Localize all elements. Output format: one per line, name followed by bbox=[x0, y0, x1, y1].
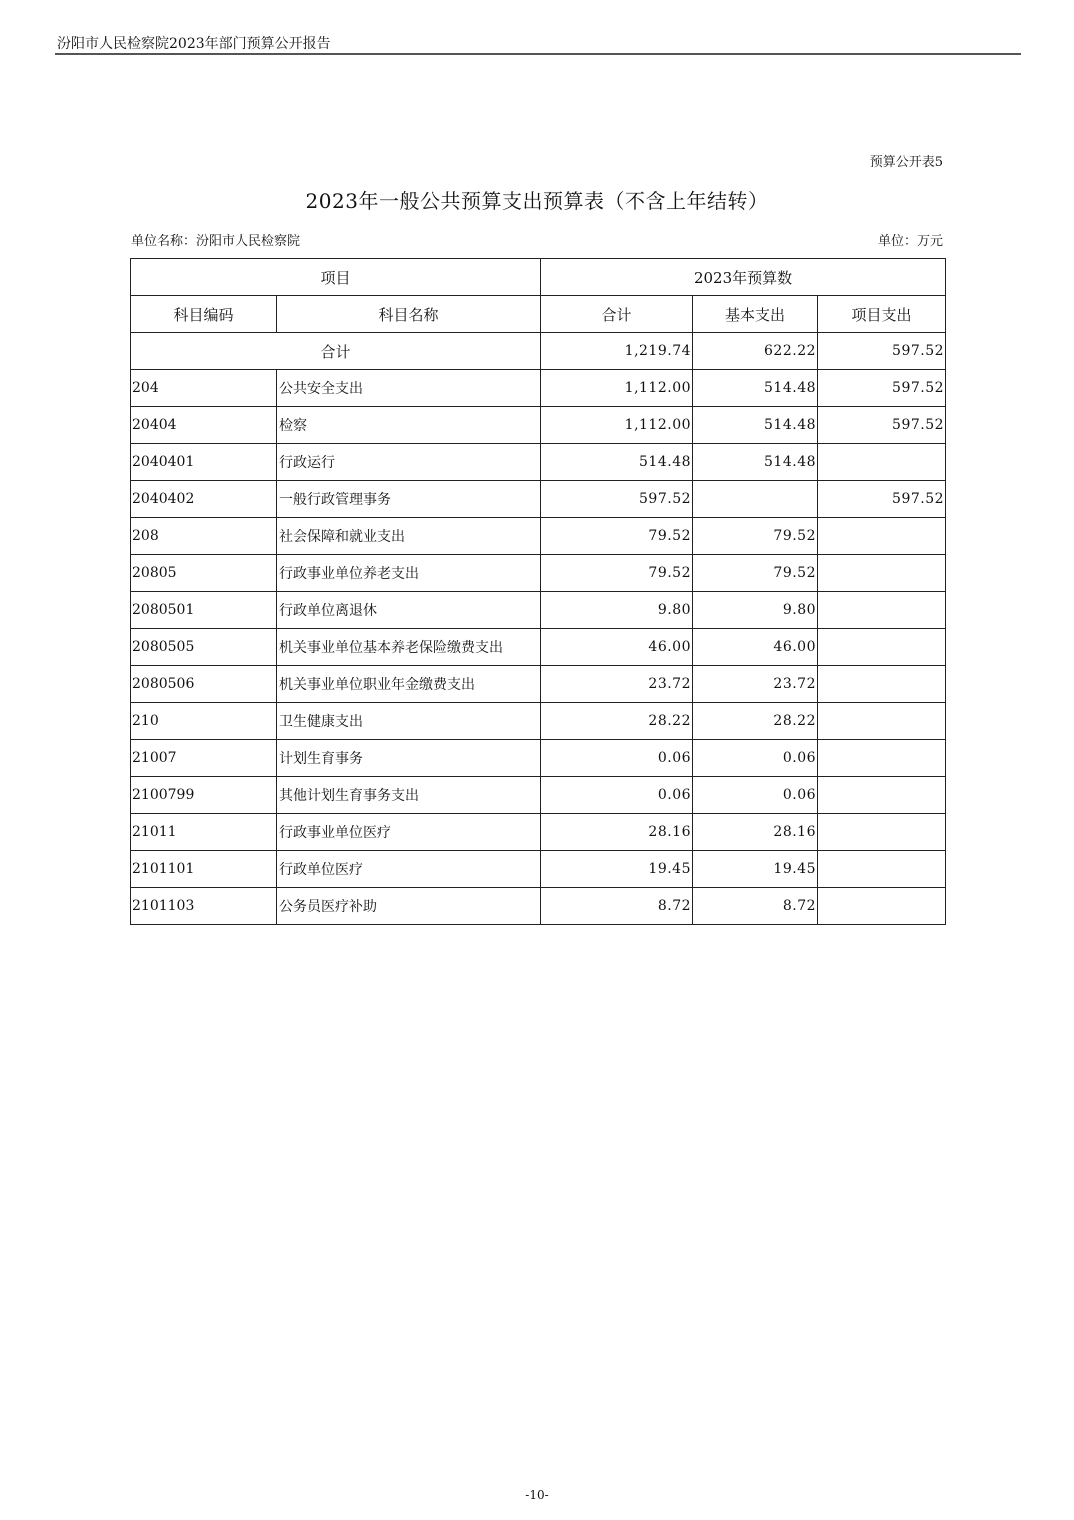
row-code: 20805 bbox=[131, 555, 277, 592]
row-code: 2040402 bbox=[131, 481, 277, 518]
row-name: 行政事业单位医疗 bbox=[277, 814, 541, 851]
row-project bbox=[818, 740, 946, 777]
total-basic: 622.22 bbox=[693, 333, 818, 370]
row-basic: 23.72 bbox=[693, 666, 818, 703]
row-total: 1,112.00 bbox=[541, 407, 693, 444]
row-code: 2040401 bbox=[131, 444, 277, 481]
row-code: 2080501 bbox=[131, 592, 277, 629]
row-total: 28.16 bbox=[541, 814, 693, 851]
table-row bbox=[131, 777, 946, 814]
row-code: 21007 bbox=[131, 740, 277, 777]
row-name: 一般行政管理事务 bbox=[277, 481, 541, 518]
row-basic: 79.52 bbox=[693, 555, 818, 592]
row-project bbox=[818, 851, 946, 888]
table-row bbox=[131, 629, 946, 666]
page-header: 汾阳市人民检察院2023年部门预算公开报告 bbox=[57, 36, 331, 52]
row-project bbox=[818, 814, 946, 851]
row-name: 社会保障和就业支出 bbox=[277, 518, 541, 555]
table-number: 预算公开表5 bbox=[869, 155, 943, 170]
row-code: 210 bbox=[131, 703, 277, 740]
unit-measure: 单位：万元 bbox=[877, 234, 943, 249]
row-total: 79.52 bbox=[541, 555, 693, 592]
row-name: 公共安全支出 bbox=[277, 370, 541, 407]
total-header: 合计 bbox=[541, 296, 693, 333]
row-name: 行政单位离退休 bbox=[277, 592, 541, 629]
table-row bbox=[131, 407, 946, 444]
total-project: 597.52 bbox=[818, 333, 946, 370]
row-basic: 28.16 bbox=[693, 814, 818, 851]
row-basic: 19.45 bbox=[693, 851, 818, 888]
unit-name: 单位名称：汾阳市人民检察院 bbox=[131, 234, 301, 249]
budget-year-header: 2023年预算数 bbox=[541, 259, 946, 296]
page-number: -10- bbox=[525, 1488, 549, 1502]
row-basic: 46.00 bbox=[693, 629, 818, 666]
row-basic: 514.48 bbox=[693, 370, 818, 407]
row-total: 46.00 bbox=[541, 629, 693, 666]
table-row bbox=[131, 592, 946, 629]
row-project bbox=[818, 888, 946, 925]
basic-header: 基本支出 bbox=[693, 296, 818, 333]
row-code: 2100799 bbox=[131, 777, 277, 814]
table-row bbox=[131, 666, 946, 703]
row-project: 597.52 bbox=[818, 370, 946, 407]
row-basic: 8.72 bbox=[693, 888, 818, 925]
row-basic: 0.06 bbox=[693, 740, 818, 777]
row-project bbox=[818, 518, 946, 555]
row-code: 204 bbox=[131, 370, 277, 407]
table-row bbox=[131, 851, 946, 888]
project-header: 项目 bbox=[131, 259, 541, 296]
row-basic: 514.48 bbox=[693, 407, 818, 444]
row-basic: 28.22 bbox=[693, 703, 818, 740]
row-code: 208 bbox=[131, 518, 277, 555]
total-total: 1,219.74 bbox=[541, 333, 693, 370]
row-name: 其他计划生育事务支出 bbox=[277, 777, 541, 814]
row-project: 597.52 bbox=[818, 407, 946, 444]
table-row bbox=[131, 888, 946, 925]
row-project: 597.52 bbox=[818, 481, 946, 518]
row-total: 79.52 bbox=[541, 518, 693, 555]
table-row bbox=[131, 703, 946, 740]
table-row bbox=[131, 814, 946, 851]
row-name: 公务员医疗补助 bbox=[277, 888, 541, 925]
row-total: 23.72 bbox=[541, 666, 693, 703]
row-code: 2080505 bbox=[131, 629, 277, 666]
table-row bbox=[131, 555, 946, 592]
row-basic bbox=[693, 481, 818, 518]
project-exp-header: 项目支出 bbox=[818, 296, 946, 333]
row-basic: 9.80 bbox=[693, 592, 818, 629]
row-basic: 514.48 bbox=[693, 444, 818, 481]
row-total: 19.45 bbox=[541, 851, 693, 888]
header-row-1 bbox=[131, 259, 946, 296]
row-total: 0.06 bbox=[541, 777, 693, 814]
row-name: 机关事业单位职业年金缴费支出 bbox=[277, 666, 541, 703]
row-total: 28.22 bbox=[541, 703, 693, 740]
table-title: 2023年一般公共预算支出预算表（不含上年结转） bbox=[305, 189, 769, 213]
table-row bbox=[131, 740, 946, 777]
row-code: 2101103 bbox=[131, 888, 277, 925]
row-total: 597.52 bbox=[541, 481, 693, 518]
total-label: 合计 bbox=[131, 333, 541, 370]
row-code: 2101101 bbox=[131, 851, 277, 888]
code-header: 科目编码 bbox=[131, 296, 277, 333]
row-project bbox=[818, 592, 946, 629]
name-header: 科目名称 bbox=[277, 296, 541, 333]
total-row bbox=[131, 333, 946, 370]
budget-table bbox=[130, 258, 946, 925]
row-code: 20404 bbox=[131, 407, 277, 444]
row-project bbox=[818, 555, 946, 592]
row-name: 卫生健康支出 bbox=[277, 703, 541, 740]
table-row bbox=[131, 518, 946, 555]
header-row-2 bbox=[131, 296, 946, 333]
table-row bbox=[131, 370, 946, 407]
row-total: 9.80 bbox=[541, 592, 693, 629]
row-total: 8.72 bbox=[541, 888, 693, 925]
row-name: 机关事业单位基本养老保险缴费支出 bbox=[277, 629, 541, 666]
row-project bbox=[818, 703, 946, 740]
row-project bbox=[818, 666, 946, 703]
row-basic: 0.06 bbox=[693, 777, 818, 814]
row-total: 1,112.00 bbox=[541, 370, 693, 407]
table-row bbox=[131, 444, 946, 481]
row-code: 2080506 bbox=[131, 666, 277, 703]
row-project bbox=[818, 444, 946, 481]
row-name: 检察 bbox=[277, 407, 541, 444]
row-total: 514.48 bbox=[541, 444, 693, 481]
header-divider bbox=[55, 53, 1021, 55]
row-name: 行政事业单位养老支出 bbox=[277, 555, 541, 592]
row-project bbox=[818, 777, 946, 814]
row-name: 行政单位医疗 bbox=[277, 851, 541, 888]
table-row bbox=[131, 481, 946, 518]
row-total: 0.06 bbox=[541, 740, 693, 777]
row-code: 21011 bbox=[131, 814, 277, 851]
row-name: 行政运行 bbox=[277, 444, 541, 481]
row-name: 计划生育事务 bbox=[277, 740, 541, 777]
row-project bbox=[818, 629, 946, 666]
row-basic: 79.52 bbox=[693, 518, 818, 555]
